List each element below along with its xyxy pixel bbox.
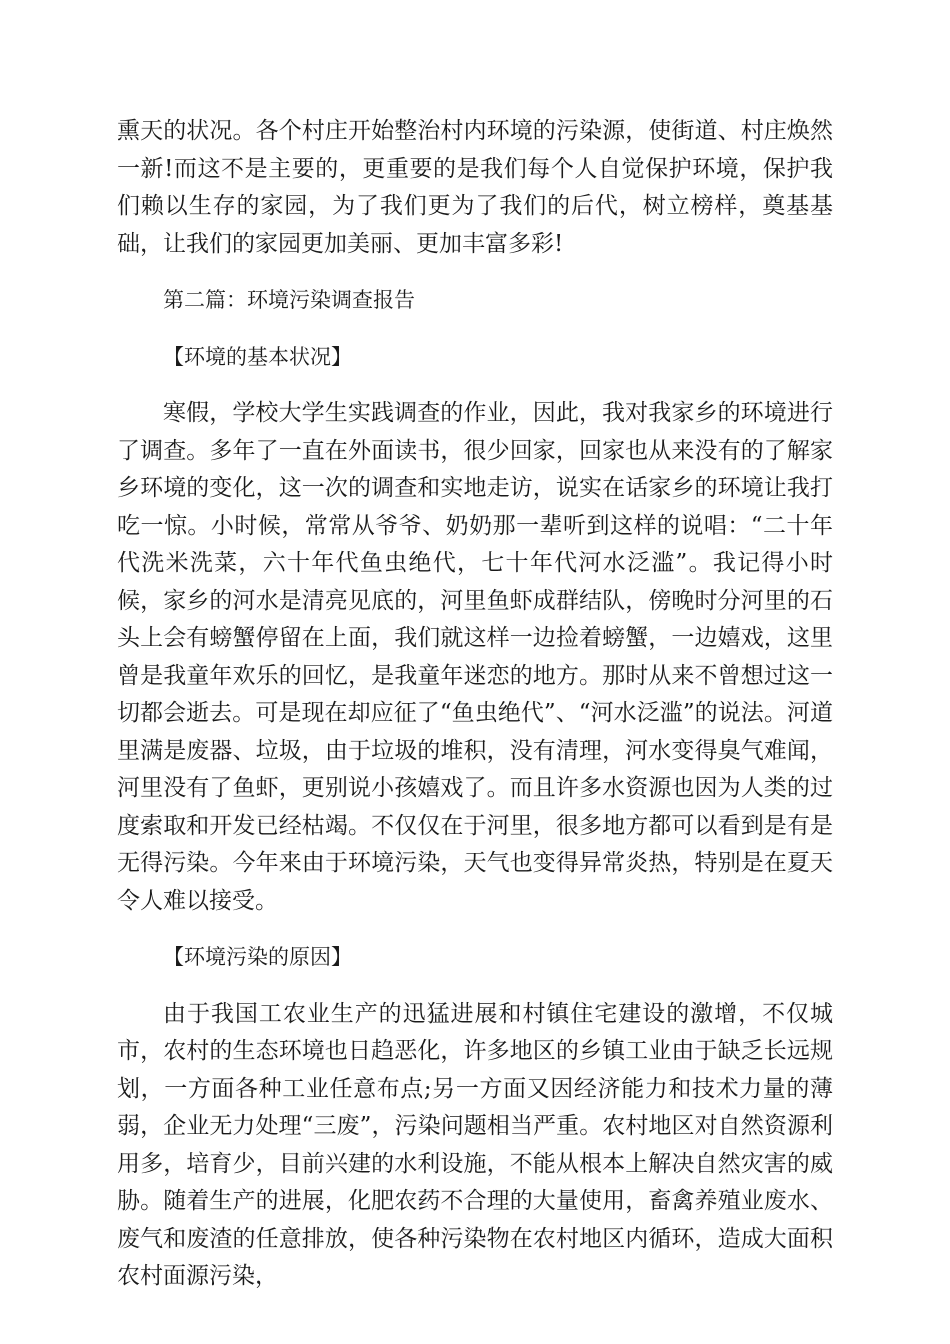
document-page bbox=[117, 113, 833, 1296]
paragraph-gap bbox=[117, 320, 833, 339]
paragraph-gap bbox=[117, 920, 833, 939]
body-paragraph: 寒假，学校大学生实践调查的作业，因此，我对我家乡的环境进行了调查。多年了一直在外面读书，很少回家，回家也从来没有的了解家乡环境的变化，这一次的调查和实地走访，说实在话家乡的环境让我打吃一惊。小时候，常常从爷爷、奶奶那一辈听到这样的说唱：“二十年代洗米洗菜，六十年代鱼虫绝代，七十年代河水泛滥”。我记得小时候，家乡的河水是清亮见底的，河里鱼虾成群结队，傍晚时分河里的石头上会有螃蟹停留在上面，我们就这样一边捡着螃蟹，一边嬉戏，这里曾是我童年欢乐的回忆，是我童年迷恋的地方。那时从来不曾想过这一切都会逝去。可是现在却应征了“鱼虫绝代”、“河水泛滥”的说法。河道里满是废器、垃圾，由于垃圾的堆积，没有清理，河水变得臭气难闻，河里没有了鱼虾，更别说小孩嬉戏了。而且许多水资源也因为人类的过度索取和开发已经枯竭。不仅仅在于河里，很多地方都可以看到是有是无得污染。今年来由于环境污染，天气也变得异常炎热，特别是在夏天令人难以接受。 bbox=[117, 400, 833, 914]
section-title: 第二篇：环境污染调查报告 bbox=[163, 288, 415, 312]
body-paragraph: 熏天的状况。各个村庄开始整治村内环境的污染源，使街道、村庄焕然一新!而这不是主要的，更重要的是我们每个人自觉保护环境，保护我们赖以生存的家园，为了我们更为了我们的后代，树立榜样，奠基基础，让我们的家园更加美丽、更加丰富多彩! bbox=[117, 118, 833, 257]
section-heading: 【环境的基本状况】 bbox=[163, 344, 352, 369]
paragraph-gap bbox=[117, 263, 833, 282]
body-paragraph: 由于我国工农业生产的迅猛进展和村镇住宅建设的激增，不仅城市，农村的生态环境也日趋恶化，许多地区的乡镇工业由于缺乏长远规划，一方面各种工业任意布点;另一方面又因经济能力和技术力量的薄弱，企业无力处理“三废”，污染问题相当严重。农村地区对自然资源利用多，培育少，目前兴建的水利设施，不能从根本上解决自然灾害的威胁。随着生产的进展，化肥农药不合理的大量使用，畜禽养殖业废水、废气和废渣的任意排放，使各种污染物在农村地区内循环，造成大面积农村面源污染， bbox=[117, 1000, 833, 1289]
paragraph-gap bbox=[117, 376, 833, 395]
paragraph-gap bbox=[117, 977, 833, 996]
section-heading: 【环境污染的原因】 bbox=[163, 945, 352, 969]
